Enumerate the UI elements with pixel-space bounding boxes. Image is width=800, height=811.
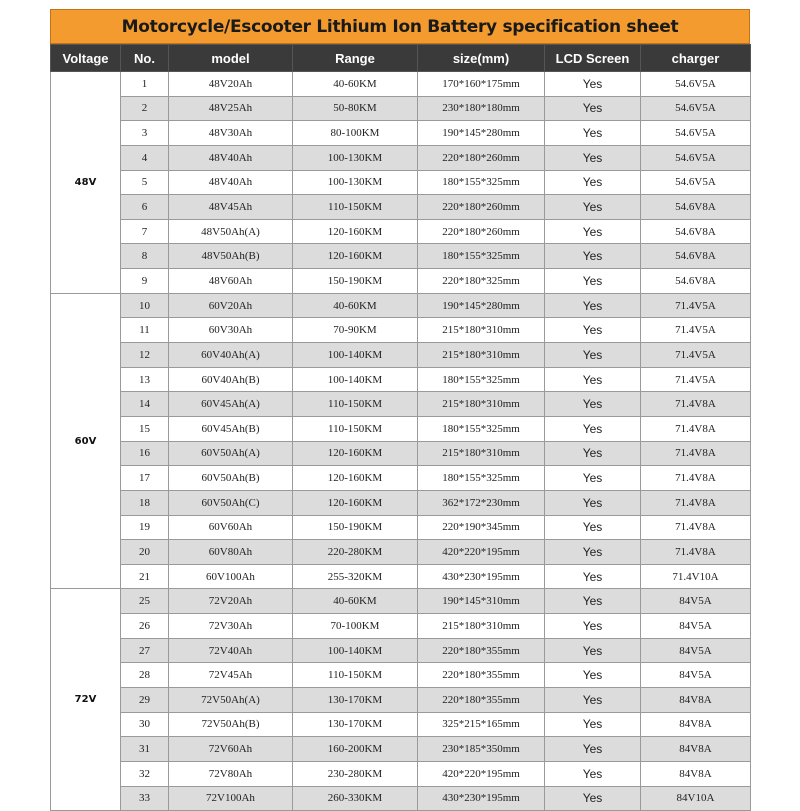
table-row (51, 219, 751, 244)
cell-charger: 84V5A (641, 589, 751, 614)
cell-range: 255-320KM (293, 564, 418, 589)
cell-no: 19 (121, 515, 169, 540)
cell-lcd-screen: Yes (545, 269, 641, 294)
cell-charger: 54.6V8A (641, 244, 751, 269)
cell-range: 130-170KM (293, 688, 418, 713)
header-lcd-screen: LCD Screen (545, 45, 641, 72)
cell-no: 10 (121, 293, 169, 318)
table-row (51, 293, 751, 318)
cell-range: 120-160KM (293, 490, 418, 515)
cell-model: 48V30Ah (169, 121, 293, 146)
table-row (51, 638, 751, 663)
cell-lcd-screen: Yes (545, 170, 641, 195)
table-row (51, 416, 751, 441)
cell-charger: 71.4V8A (641, 466, 751, 491)
cell-charger: 84V5A (641, 638, 751, 663)
cell-size: 420*220*195mm (418, 540, 545, 565)
cell-model: 72V80Ah (169, 761, 293, 786)
cell-range: 120-160KM (293, 244, 418, 269)
header-model: model (169, 45, 293, 72)
table-row (51, 269, 751, 294)
cell-range: 40-60KM (293, 589, 418, 614)
cell-size: 215*180*310mm (418, 318, 545, 343)
header-size: size(mm) (418, 45, 545, 72)
cell-lcd-screen: Yes (545, 663, 641, 688)
cell-range: 220-280KM (293, 540, 418, 565)
cell-model: 60V45Ah(A) (169, 392, 293, 417)
cell-lcd-screen: Yes (545, 72, 641, 97)
spec-sheet (50, 9, 750, 811)
cell-size: 215*180*310mm (418, 343, 545, 368)
cell-range: 130-170KM (293, 712, 418, 737)
table-row (51, 244, 751, 269)
cell-no: 1 (121, 72, 169, 97)
table-row (51, 343, 751, 368)
cell-charger: 84V8A (641, 712, 751, 737)
cell-no: 11 (121, 318, 169, 343)
cell-no: 25 (121, 589, 169, 614)
table-row (51, 515, 751, 540)
cell-model: 60V30Ah (169, 318, 293, 343)
cell-range: 70-100KM (293, 614, 418, 639)
cell-model: 60V45Ah(B) (169, 416, 293, 441)
cell-charger: 84V8A (641, 737, 751, 762)
cell-size: 215*180*310mm (418, 614, 545, 639)
cell-no: 9 (121, 269, 169, 294)
cell-no: 28 (121, 663, 169, 688)
cell-no: 15 (121, 416, 169, 441)
cell-model: 72V20Ah (169, 589, 293, 614)
cell-charger: 54.6V8A (641, 195, 751, 220)
table-row (51, 392, 751, 417)
cell-charger: 84V10A (641, 786, 751, 811)
cell-charger: 71.4V5A (641, 318, 751, 343)
table-row (51, 367, 751, 392)
cell-charger: 54.6V5A (641, 96, 751, 121)
cell-size: 180*155*325mm (418, 170, 545, 195)
cell-lcd-screen: Yes (545, 121, 641, 146)
cell-lcd-screen: Yes (545, 244, 641, 269)
cell-charger: 71.4V5A (641, 367, 751, 392)
cell-charger: 54.6V8A (641, 219, 751, 244)
table-row (51, 737, 751, 762)
cell-lcd-screen: Yes (545, 466, 641, 491)
table-row (51, 318, 751, 343)
cell-range: 40-60KM (293, 72, 418, 97)
cell-lcd-screen: Yes (545, 688, 641, 713)
cell-no: 7 (121, 219, 169, 244)
cell-no: 16 (121, 441, 169, 466)
cell-size: 180*155*325mm (418, 367, 545, 392)
cell-size: 220*180*260mm (418, 219, 545, 244)
header-range: Range (293, 45, 418, 72)
cell-size: 230*180*180mm (418, 96, 545, 121)
table-row (51, 663, 751, 688)
table-row (51, 195, 751, 220)
cell-no: 33 (121, 786, 169, 811)
cell-no: 12 (121, 343, 169, 368)
cell-lcd-screen: Yes (545, 761, 641, 786)
cell-model: 60V80Ah (169, 540, 293, 565)
header-voltage: Voltage (51, 45, 121, 72)
header-no: No. (121, 45, 169, 72)
cell-size: 430*230*195mm (418, 564, 545, 589)
cell-lcd-screen: Yes (545, 490, 641, 515)
table-row (51, 121, 751, 146)
cell-charger: 84V8A (641, 761, 751, 786)
cell-no: 8 (121, 244, 169, 269)
cell-charger: 71.4V8A (641, 490, 751, 515)
table-row (51, 589, 751, 614)
cell-charger: 71.4V8A (641, 392, 751, 417)
cell-no: 18 (121, 490, 169, 515)
table-row (51, 564, 751, 589)
cell-lcd-screen: Yes (545, 96, 641, 121)
cell-no: 30 (121, 712, 169, 737)
cell-model: 60V50Ah(A) (169, 441, 293, 466)
cell-lcd-screen: Yes (545, 712, 641, 737)
cell-lcd-screen: Yes (545, 441, 641, 466)
cell-size: 220*180*355mm (418, 663, 545, 688)
table-row (51, 441, 751, 466)
cell-range: 150-190KM (293, 269, 418, 294)
cell-size: 430*230*195mm (418, 786, 545, 811)
cell-model: 72V60Ah (169, 737, 293, 762)
cell-charger: 84V5A (641, 614, 751, 639)
cell-lcd-screen: Yes (545, 145, 641, 170)
cell-lcd-screen: Yes (545, 515, 641, 540)
cell-lcd-screen: Yes (545, 638, 641, 663)
cell-size: 220*180*260mm (418, 145, 545, 170)
cell-range: 260-330KM (293, 786, 418, 811)
cell-charger: 71.4V8A (641, 540, 751, 565)
cell-size: 215*180*310mm (418, 441, 545, 466)
table-row (51, 688, 751, 713)
cell-size: 220*180*355mm (418, 688, 545, 713)
cell-range: 50-80KM (293, 96, 418, 121)
cell-charger: 84V5A (641, 663, 751, 688)
cell-no: 31 (121, 737, 169, 762)
cell-model: 60V50Ah(B) (169, 466, 293, 491)
cell-charger: 54.6V5A (641, 72, 751, 97)
header-row (51, 45, 751, 72)
cell-size: 180*155*325mm (418, 416, 545, 441)
cell-no: 6 (121, 195, 169, 220)
cell-charger: 54.6V5A (641, 145, 751, 170)
cell-lcd-screen: Yes (545, 219, 641, 244)
table-row (51, 96, 751, 121)
cell-size: 220*180*260mm (418, 195, 545, 220)
cell-model: 48V60Ah (169, 269, 293, 294)
cell-lcd-screen: Yes (545, 293, 641, 318)
cell-range: 100-140KM (293, 343, 418, 368)
cell-lcd-screen: Yes (545, 540, 641, 565)
cell-charger: 71.4V8A (641, 441, 751, 466)
table-row (51, 170, 751, 195)
cell-range: 40-60KM (293, 293, 418, 318)
cell-range: 120-160KM (293, 441, 418, 466)
cell-lcd-screen: Yes (545, 318, 641, 343)
cell-lcd-screen: Yes (545, 416, 641, 441)
cell-range: 70-90KM (293, 318, 418, 343)
cell-no: 32 (121, 761, 169, 786)
sheet-title: Motorcycle/Escooter Lithium Ion Battery specification sheet (50, 9, 750, 44)
cell-size: 362*172*230mm (418, 490, 545, 515)
cell-model: 60V50Ah(C) (169, 490, 293, 515)
cell-model: 72V50Ah(B) (169, 712, 293, 737)
cell-lcd-screen: Yes (545, 564, 641, 589)
table-row (51, 614, 751, 639)
cell-no: 14 (121, 392, 169, 417)
cell-range: 110-150KM (293, 663, 418, 688)
cell-lcd-screen: Yes (545, 589, 641, 614)
cell-size: 220*180*355mm (418, 638, 545, 663)
table-row (51, 72, 751, 97)
cell-no: 17 (121, 466, 169, 491)
cell-size: 220*180*325mm (418, 269, 545, 294)
cell-charger: 54.6V8A (641, 269, 751, 294)
cell-model: 48V40Ah (169, 170, 293, 195)
cell-range: 150-190KM (293, 515, 418, 540)
cell-range: 100-140KM (293, 638, 418, 663)
cell-model: 48V45Ah (169, 195, 293, 220)
table-row (51, 540, 751, 565)
table-row (51, 466, 751, 491)
cell-model: 60V60Ah (169, 515, 293, 540)
cell-charger: 71.4V5A (641, 343, 751, 368)
header-charger: charger (641, 45, 751, 72)
cell-range: 110-150KM (293, 195, 418, 220)
cell-no: 27 (121, 638, 169, 663)
cell-size: 180*155*325mm (418, 244, 545, 269)
spec-table (50, 44, 751, 811)
cell-model: 60V40Ah(B) (169, 367, 293, 392)
cell-range: 160-200KM (293, 737, 418, 762)
cell-model: 72V100Ah (169, 786, 293, 811)
cell-model: 48V20Ah (169, 72, 293, 97)
cell-no: 4 (121, 145, 169, 170)
cell-size: 190*145*280mm (418, 121, 545, 146)
cell-size: 180*155*325mm (418, 466, 545, 491)
cell-charger: 71.4V5A (641, 293, 751, 318)
cell-size: 325*215*165mm (418, 712, 545, 737)
cell-lcd-screen: Yes (545, 786, 641, 811)
cell-range: 230-280KM (293, 761, 418, 786)
cell-lcd-screen: Yes (545, 195, 641, 220)
cell-no: 26 (121, 614, 169, 639)
cell-model: 60V40Ah(A) (169, 343, 293, 368)
table-row (51, 712, 751, 737)
cell-range: 120-160KM (293, 219, 418, 244)
voltage-group-label: 72V (51, 589, 121, 811)
cell-range: 80-100KM (293, 121, 418, 146)
cell-size: 230*185*350mm (418, 737, 545, 762)
cell-no: 3 (121, 121, 169, 146)
cell-model: 60V100Ah (169, 564, 293, 589)
cell-charger: 71.4V8A (641, 416, 751, 441)
cell-no: 29 (121, 688, 169, 713)
cell-charger: 71.4V8A (641, 515, 751, 540)
cell-model: 72V40Ah (169, 638, 293, 663)
cell-model: 48V40Ah (169, 145, 293, 170)
cell-lcd-screen: Yes (545, 367, 641, 392)
cell-size: 170*160*175mm (418, 72, 545, 97)
cell-lcd-screen: Yes (545, 343, 641, 368)
cell-charger: 84V8A (641, 688, 751, 713)
cell-size: 220*190*345mm (418, 515, 545, 540)
cell-model: 72V50Ah(A) (169, 688, 293, 713)
cell-lcd-screen: Yes (545, 737, 641, 762)
cell-size: 190*145*310mm (418, 589, 545, 614)
spec-table-body (51, 72, 751, 811)
cell-model: 48V25Ah (169, 96, 293, 121)
cell-model: 48V50Ah(B) (169, 244, 293, 269)
cell-charger: 54.6V5A (641, 121, 751, 146)
cell-no: 20 (121, 540, 169, 565)
cell-range: 100-130KM (293, 170, 418, 195)
cell-no: 21 (121, 564, 169, 589)
cell-model: 48V50Ah(A) (169, 219, 293, 244)
cell-model: 72V30Ah (169, 614, 293, 639)
cell-range: 110-150KM (293, 392, 418, 417)
cell-charger: 54.6V5A (641, 170, 751, 195)
cell-range: 100-130KM (293, 145, 418, 170)
cell-no: 2 (121, 96, 169, 121)
table-row (51, 145, 751, 170)
voltage-group-label: 48V (51, 72, 121, 294)
table-row (51, 490, 751, 515)
table-row (51, 761, 751, 786)
cell-range: 110-150KM (293, 416, 418, 441)
cell-size: 190*145*280mm (418, 293, 545, 318)
cell-lcd-screen: Yes (545, 614, 641, 639)
cell-lcd-screen: Yes (545, 392, 641, 417)
cell-range: 120-160KM (293, 466, 418, 491)
cell-no: 13 (121, 367, 169, 392)
cell-charger: 71.4V10A (641, 564, 751, 589)
cell-size: 420*220*195mm (418, 761, 545, 786)
cell-no: 5 (121, 170, 169, 195)
cell-size: 215*180*310mm (418, 392, 545, 417)
table-row (51, 786, 751, 811)
voltage-group-label: 60V (51, 293, 121, 589)
cell-range: 100-140KM (293, 367, 418, 392)
cell-model: 72V45Ah (169, 663, 293, 688)
cell-model: 60V20Ah (169, 293, 293, 318)
